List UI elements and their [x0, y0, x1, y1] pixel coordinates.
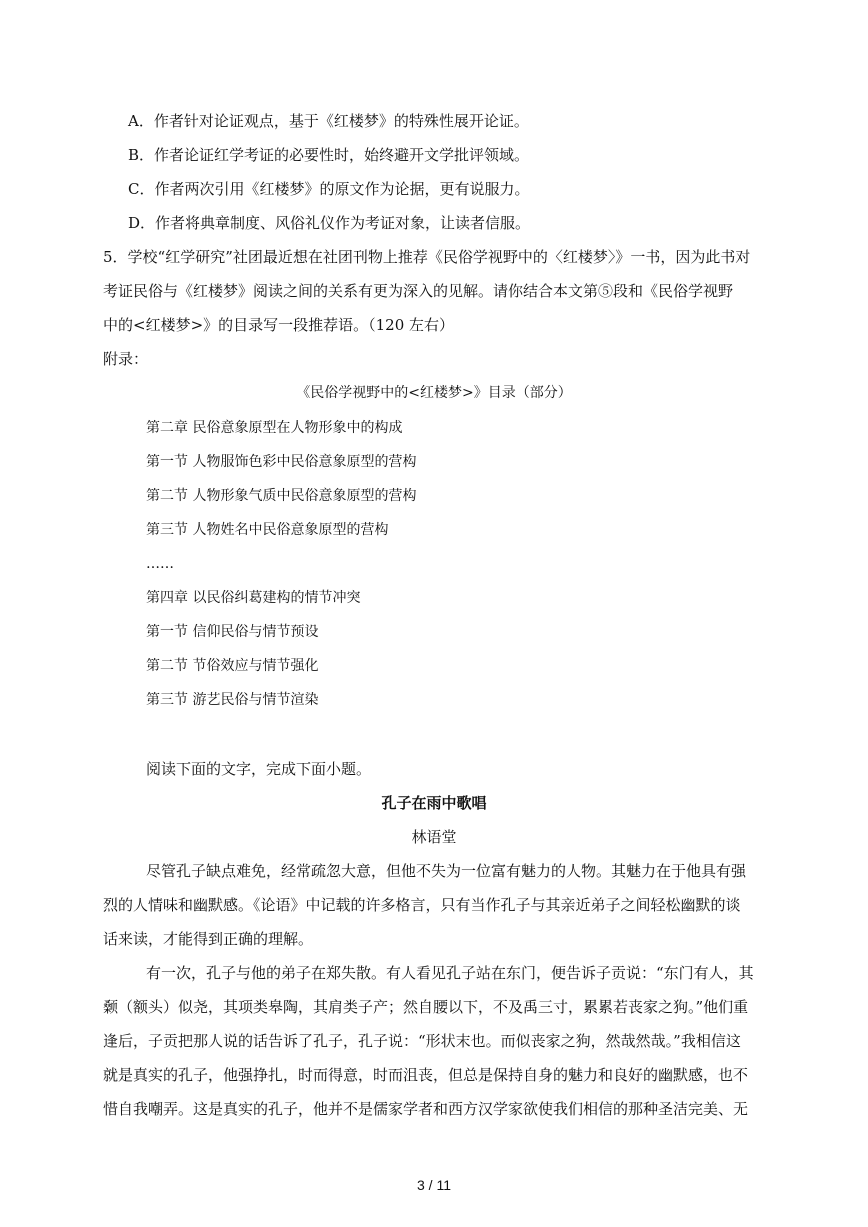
toc-entry: 第一节 信仰民俗与情节预设	[146, 624, 319, 640]
paragraph-2-line: 颡（额头）似尧，其项类皋陶，其肩类子产；然自腰以下，不及禹三寸，累累若丧家之狗。”他们重	[103, 998, 749, 1016]
toc-entry: 第二节 人物形象气质中民俗意象原型的营构	[146, 488, 417, 504]
toc-entry: 第二节 节俗效应与情节强化	[146, 658, 319, 674]
toc-entry: 第二章 民俗意象原型在人物形象中的构成	[146, 420, 403, 436]
paragraph-2-line: 逢后，子贡把那人说的话告诉了孔子，孔子说：“形状末也。而似丧家之狗，然哉然哉。”我相信这	[103, 1032, 741, 1050]
paragraph-1-line: 尽管孔子缺点难免，经常疏忽大意，但他不失为一位富有魅力的人物。其魅力在于他具有强	[146, 862, 747, 880]
option-a: A．作者针对论证观点，基于《红楼梦》的特殊性展开论证。	[128, 112, 529, 130]
paragraph-1-line: 烈的人情味和幽默感。《论语》中记载的许多格言，只有当作孔子与其亲近弟子之间轻松幽默的谈	[103, 896, 741, 914]
paragraph-2-line: 惜自我嘲弄。这是真实的孔子，他并不是儒家学者和西方汉学家欲使我们相信的那种圣洁完美、无	[103, 1100, 749, 1118]
toc-entry: 第一节 人物服饰色彩中民俗意象原型的营构	[146, 454, 417, 470]
reading-instruction: 阅读下面的文字，完成下面小题。	[146, 760, 372, 778]
option-d: D．作者将典章制度、风俗礼仪作为考证对象，让读者信服。	[128, 214, 531, 232]
toc-entry: 第四章 以民俗纠葛建构的情节冲突	[146, 590, 361, 606]
paragraph-1-line: 话来读，才能得到正确的理解。	[103, 930, 314, 948]
toc-entry: 第三节 人物姓名中民俗意象原型的营构	[146, 522, 389, 538]
toc-entry: 第三节 游艺民俗与情节渲染	[146, 692, 319, 708]
option-c: C．作者两次引用《红楼梦》的原文作为论据，更有说服力。	[128, 180, 530, 198]
question-5-line-2: 考证民俗与《红楼梦》阅读之间的关系有更为深入的见解。请你结合本文第⑤段和《民俗学视野	[103, 282, 734, 300]
appendix-title: 《民俗学视野中的<红楼梦>》目录（部分）	[296, 385, 572, 401]
question-5-line-3: 中的<红楼梦>》的目录写一段推荐语。（120 左右）	[103, 316, 455, 334]
passage-author: 林语堂	[411, 828, 457, 846]
paragraph-2-line: 就是真实的孔子，他强挣扎，时而得意，时而沮丧，但总是保持自身的魅力和良好的幽默感，也不	[103, 1066, 749, 1084]
question-5-line-1: 5．学校“红学研究”社团最近想在社团刊物上推荐《民俗学视野中的〈红楼梦〉》一书，因为此书对	[103, 248, 751, 266]
passage-title: 孔子在雨中歌唱	[381, 794, 487, 812]
toc-ellipsis: ……	[146, 556, 174, 572]
paragraph-2-line: 有一次，孔子与他的弟子在郑失散。有人看见孔子站在东门，便告诉子贡说：“东门有人，其	[146, 964, 754, 982]
appendix-label: 附录：	[103, 350, 149, 368]
option-b: B．作者论证红学考证的必要性时，始终避开文学批评领域。	[128, 146, 530, 164]
page-number: 3 / 11	[417, 1177, 451, 1193]
